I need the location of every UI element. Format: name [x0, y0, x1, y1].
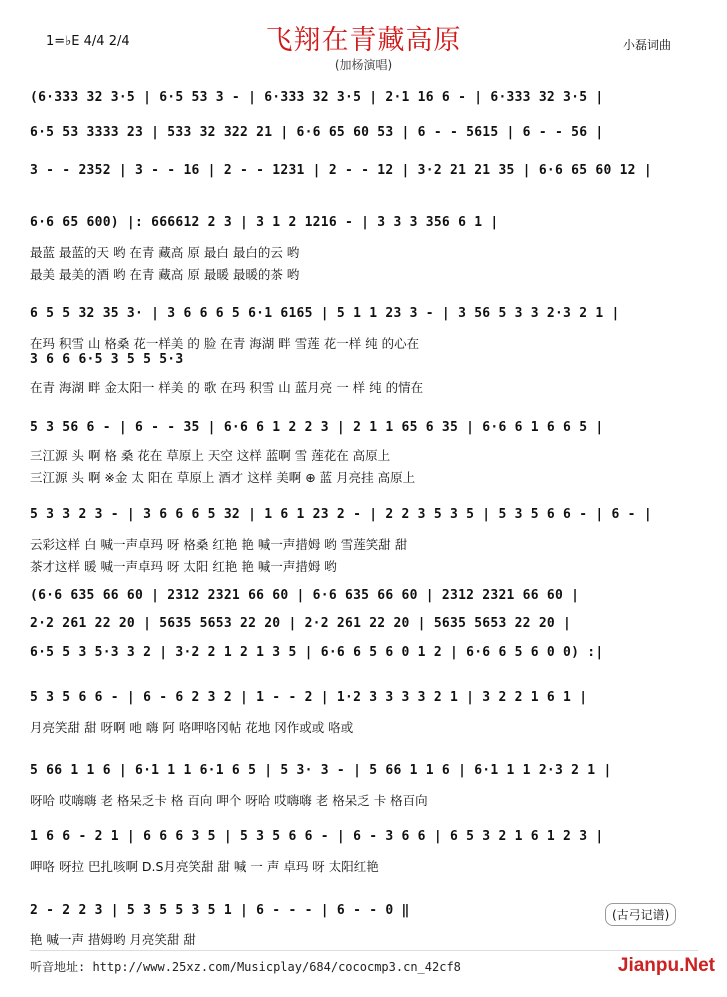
lyric-line-8: 茶才这样 暖 喊一声卓玛 呀 太阳 红艳 艳 喊一声措姆 哟	[30, 559, 337, 574]
notation-row-7: 5 3 3 2 3 - | 3 6 6 6 5 32 | 1 6 1 23 2 - | 2 2 3 5 3 5 | 5 3 5 6 6 - | 6 - |	[30, 507, 652, 522]
notation-row-6: 5 3 56 6 - | 6 - - 35 | 6·6 6 1 2 2 3 | 2 1 1 65 6 35 | 6·6 6 1 6 6 5 |	[30, 420, 604, 435]
notation-row-12: 5 66 1 1 6 | 6·1 1 1 6·1 6 5 | 5 3· 3 - | 5 66 1 1 6 | 6·1 1 1 2·3 2 1 |	[30, 763, 612, 778]
notation-row-14: 2 - 2 2 3 | 5 3 5 5 3 5 1 | 6 - - - | 6 - - 0 ‖	[30, 903, 410, 918]
notation-row-5-alt: 3 6 6 6·5 3 5 5 5·3	[30, 352, 184, 367]
transcriber-credit: (古弓记谱)	[605, 903, 676, 926]
lyric-line-7: 云彩这样 白 喊一声卓玛 呀 格桑 红艳 艳 喊一声措姆 哟 雪莲笑甜 甜	[30, 537, 408, 552]
notation-row-8: (6·6 635 66 60 | 2312 2321 66 60 | 6·6 635 66 60 | 2312 2321 66 60 |	[30, 588, 580, 603]
listen-url[interactable]: 听音地址: http://www.25xz.com/Musicplay/684/cococmp3.cn_42cf8	[30, 960, 461, 974]
site-watermark: Jianpu.Net	[617, 955, 715, 976]
notation-row-10: 6·5 5 3 5·3 3 2 | 3·2 2 1 2 1 3 5 | 6·6 6 5 6 0 1 2 | 6·6 6 5 6 0 0) :|	[30, 645, 604, 660]
lyric-line-1: 最蓝 最蓝的天 哟 在青 藏高 原 最白 最白的云 哟	[30, 245, 300, 260]
composer-credit: 小磊词曲	[622, 38, 671, 52]
lyric-line-3: 在玛 积雪 山 格桑 花一样美 的 脸 在青 海湖 畔 雪莲 花一样 纯 的心在	[30, 336, 420, 351]
notation-row-5: 6 5 5 32 35 3· | 3 6 6 6 5 6·1 6165 | 5 1 1 23 3 - | 3 56 5 3 3 2·3 2 1 |	[30, 306, 620, 321]
lyric-line-2: 最美 最美的酒 哟 在青 藏高 原 最暖 最暖的茶 哟	[30, 267, 300, 282]
notation-row-3: 3 - - 2352 | 3 - - 16 | 2 - - 1231 | 2 - - 12 | 3·2 21 21 35 | 6·6 65 60 12 |	[30, 163, 652, 178]
lyric-line-5: 三江源 头 啊 格 桑 花在 草原上 天空 这样 蓝啊 雪 莲花在 高原上	[30, 448, 391, 463]
notation-row-13: 1 6 6 - 2 1 | 6 6 6 3 5 | 5 3 5 6 6 - | 6 - 3 6 6 | 6 5 3 2 1 6 1 2 3 |	[30, 829, 604, 844]
lyric-line-12: 艳 喊一声 措姆哟 月亮笑甜 甜	[30, 932, 196, 947]
notation-row-11: 5 3 5 6 6 - | 6 - 6 2 3 2 | 1 - - 2 | 1·2 3 3 3 3 2 1 | 3 2 2 1 6 1 |	[30, 690, 588, 705]
lyric-line-4: 在青 海湖 畔 金太阳一 样美 的 歌 在玛 积雪 山 蓝月亮 一 样 纯 的情在	[30, 380, 424, 395]
lyric-line-11: 呷咯 呀拉 巴扎咳啊 D.S月亮笑甜 甜 喊 一 声 卓玛 呀 太阳红艳	[30, 859, 379, 874]
notation-row-2: 6·5 53 3333 23 | 533 32 322 21 | 6·6 65 60 53 | 6 - - 5615 | 6 - - 56 |	[30, 125, 604, 140]
lyric-line-6: 三江源 头 啊 ※金 太 阳在 草原上 酒才 这样 美啊 ⊕ 蓝 月亮挂 高原上	[30, 470, 416, 485]
lyric-line-9: 月亮笑甜 甜 呀啊 吔 嗨 阿 咯呷咯冈帖 花地 冈作或或 咯或	[30, 720, 354, 735]
lyric-line-10: 呀哈 哎嗨嗨 老 格呆乏卡 格 百向 呷个 呀哈 哎嗨嗨 老 格呆乏 卡 格百向	[30, 793, 428, 808]
footer-divider	[30, 950, 698, 951]
notation-row-1: (6·333 32 3·5 | 6·5 53 3 - | 6·333 32 3·5 | 2·1 16 6 - | 6·333 32 3·5 |	[30, 90, 604, 105]
song-title: 飞翔在青藏高原	[265, 25, 462, 56]
key-signature: 1=♭E 4/4 2/4	[46, 34, 130, 49]
notation-row-4: 6·6 65 600) |: 666612 2 3 | 3 1 2 1216 - | 3 3 3 356 6 1 |	[30, 215, 499, 230]
notation-row-9: 2·2 261 22 20 | 5635 5653 22 20 | 2·2 261 22 20 | 5635 5653 22 20 |	[30, 616, 572, 631]
singer-credit: (加杨演唱)	[334, 58, 393, 72]
